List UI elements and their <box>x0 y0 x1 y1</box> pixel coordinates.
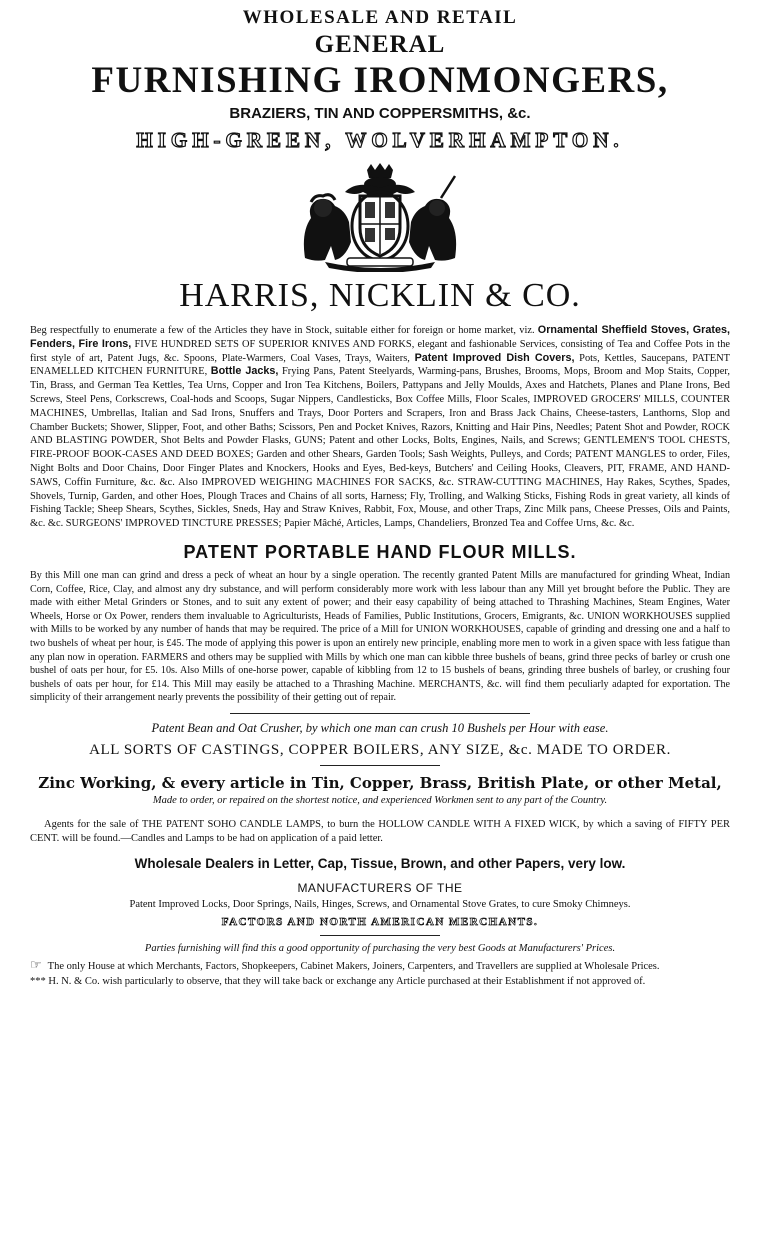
zinc-working-line: Zinc Working, & every article in Tin, Copper, Brass, British Plate, or other Metal, <box>38 773 722 792</box>
pointing-hand-icon: ☞ <box>30 956 42 972</box>
flour-mills-heading: PATENT PORTABLE HAND FLOUR MILLS. <box>183 541 577 562</box>
header-general: GENERAL <box>314 31 446 58</box>
castings-line: ALL SORTS OF CASTINGS, COPPER BOILERS, ANY SIZE, &c. MADE TO ORDER. <box>89 741 671 758</box>
header-braziers: BRAZIERS, TIN AND COPPERSMITHS, &c. <box>229 105 531 122</box>
flour-mills-paragraph: By this Mill one man can grind and dress a peck of wheat an hour by a single operation. The recently granted Patent Mills are manufactured for grinding Wheat, Indian Corn, Coffee, Rice, Clay, and almost any dry substance, and will perform considerably more work with less labour than any Mill yet brought before the Public. They are made with either Metal Grinders or Stones, and to suit any extent of power; and their easy capability of being attached to Thrashing Machines, Steam Engines, Water Wheels, Horse or Ox Power, renders them invaluable to Agriculturists, Heads of Families, Public Institutions, Grocers, Emigrants, &c. UNION WORKHOUSES supplied with Mills to be worked by any number of hands that may be required. The price of a Mill for UNION WORKHOUSES, capable of grinding and dressing one and a half to two bushels of wheat per hour, is £45. The mode of applying this power is upon an entirely new principle, enabling more men to work in a given space with less fatigue than any plan now in operation. FARMERS and others may be supplied with Mills by which one man can kibble three bushels of beans, grind three pecks of barley or crush one bushel of oats per hour, for £5. 10s. Also Mills of one-horse power, capable of kibbling from 12 to 15 bushels of beans, grinding three bushels of barley, or crushing four bushels of oats per hour, for £14. This Mill may easily be attached to a Thrashing Machine. MERCHANTS, &c. will find them peculiarly adapted for exportation. The simplicity of their arrangement nearly prevents the possibility of their getting out of repair. <box>30 569 730 704</box>
manufacturers-heading: MANUFACTURERS OF THE <box>297 880 463 895</box>
bold-item-text: Ornamental Sheffield Stoves, Grates, Fenders, Fire Irons, <box>30 324 730 350</box>
bold-item-text: Bottle Jacks, <box>210 365 279 378</box>
header-wholesale-retail: WHOLESALE AND RETAIL <box>242 7 518 28</box>
divider <box>320 765 440 766</box>
header-furnishing-ironmongers: FURNISHING IRONMONGERS, <box>91 60 669 101</box>
item-text: Frying Pans, Patent Steelyards, Warming-pans, Brushes, Brooms, Mops, Broom and Mop Staits, Copper, Tin, Brass, and German Tea Kettles, Tea Urns, Copper and Iron Tea Kitchens, Boilers, Pattypans and Jelly Moulds, Axes and Hatchets, Planes and Plane Irons, Bed Screws, Steel Pens, Corkscrews, Coal-hods and Scoops, Sugar Nippers, Candlesticks, Box Coffee Mills, Floor Scales, IMPROVED GROCERS' MILLS, COUNTER MACHINES, Umbrellas, Italian and Sad Irons, Snuffers and Trays, Door Porters and Scrapers, Iron and Brass Jack Chains, Cheese-tasters, Lanthorns, Slop and Chamber Buckets; Shower, Slipper, Foot, and other Baths; Scissors, Pen and Pocket Knives, Razors, Knitting and Hair Pins, Needles; Patent Shot and Powder, ROCK AND BLASTING POWDER, Shot Belts and Powder Flasks, GUNS; Patent and other Locks, Bolts, Engines, Nails, and Screws; GENTLEMEN'S TOOL CHESTS, FIRE-PROOF BOOK-CASES AND DEED BOXES; Garden and other Shears, Garden Tools; Sash Weights, Pulleys, and Cords; PATENT MANGLES to order, Files, Night Bolts and Door Chains, Door Finger Plates and Knockers, Hooks and Eyes, Bed-keys, Butchers' and Ceiling Hooks, Cleavers, PIT, FRAME, AND HAND-SAWS, Coffin Furniture, &c. &c. Also IMPROVED WEIGHING MACHINES FOR SACKS, &c. STRAW-CUTTING MACHINES, Hay Rakes, Scythes, Spades, Shovels, Turnip, Garden, and other Hoes, Plough Traces and Chains of all sorts, Harness; Fly, Trolling, and Walking Sticks, Fishing Rods in great variety, all kinds of Fishing Tackle; Sheep Shears, Scythes, Sickles, Sneds, Hay and Straw Knives, Rabbit, Fox, Mouse, and other Traps, Zinc Milk pans, Cheese Presses, Oils and Paints, &c. &c. SURGEONS' IMPROVED TINCTURE PRESSES; Papier Mâché, Articles, Lamps, Chandeliers, Bronzed Tea and Coffee Urns, &c. &c. <box>30 366 730 530</box>
item-text: Pots, Kettles, Saucepans, PATENT ENAMELLED KITCHEN FURNITURE, <box>30 352 730 378</box>
wholesale-house-note <box>30 958 730 973</box>
stock-list-paragraph <box>30 324 730 531</box>
item-text: FIVE HUNDRED SETS OF SUPERIOR KNIVES AND FORKS, elegant and fashionable Services, consisting of Tea and Coffee Pots in the first style of art, Patent Jugs, &c. Spoons, Plate-Warmers, Coal Vases, Trays, Waiters, <box>30 338 730 364</box>
divider <box>230 713 530 714</box>
parties-furnishing-line: Parties furnishing will find this a good opportunity of purchasing the very best Goods at Manufacturers' Prices. <box>144 942 616 954</box>
zinc-working-subline: Made to order, or repaired on the shortest notice, and experienced Workmen sent to any part of the Country. <box>152 794 608 806</box>
return-policy-note <box>30 975 730 988</box>
oat-crusher-line: Patent Bean and Oat Crusher, by which one man can crush 10 Bushels per Hour with ease. <box>151 720 609 735</box>
royal-coat-of-arms-icon <box>285 162 475 272</box>
candle-lamps-agents-paragraph: Agents for the sale of THE PATENT SOHO CANDLE LAMPS, to burn the HOLLOW CANDLE WITH A FIXED WICK, by which a saving of FIFTY PER CENT. will be found.—Candles and Lamps to be had on application of a paid letter. <box>30 818 730 844</box>
firm-name: HARRIS, NICKLIN & CO. <box>179 277 581 314</box>
bold-item-text: Patent Improved Dish Covers, <box>414 351 575 364</box>
divider <box>320 935 440 936</box>
manufacturers-list: Patent Improved Locks, Door Springs, Nails, Hinges, Screws, and Ornamental Stove Grates, to cure Smoky Chimneys. <box>129 898 631 910</box>
return-policy-text: H. N. & Co. wish particularly to observe, that they will take back or exchange any Article purchased at their Establishment if not approved of. <box>48 975 646 987</box>
item-text: Beg respectfully to enumerate a few of the Articles they have in Stock, suitable either for foreign or home market, viz. <box>30 325 538 336</box>
header <box>30 6 730 154</box>
factors-merchants-line: FACTORS AND NORTH AMERICAN MERCHANTS. <box>221 915 539 928</box>
paper-dealers-line: Wholesale Dealers in Letter, Cap, Tissue, Brown, and other Papers, very low. <box>134 855 626 871</box>
header-address: HIGH-GREEN, WOLVERHAMPTON. <box>136 128 624 152</box>
asterism-mark: *** <box>30 975 49 987</box>
wholesale-house-text: The only House at which Merchants, Factors, Shopkeepers, Cabinet Makers, Joiners, Carpenters, and Travellers are supplied at Wholesale Prices. <box>47 960 660 972</box>
